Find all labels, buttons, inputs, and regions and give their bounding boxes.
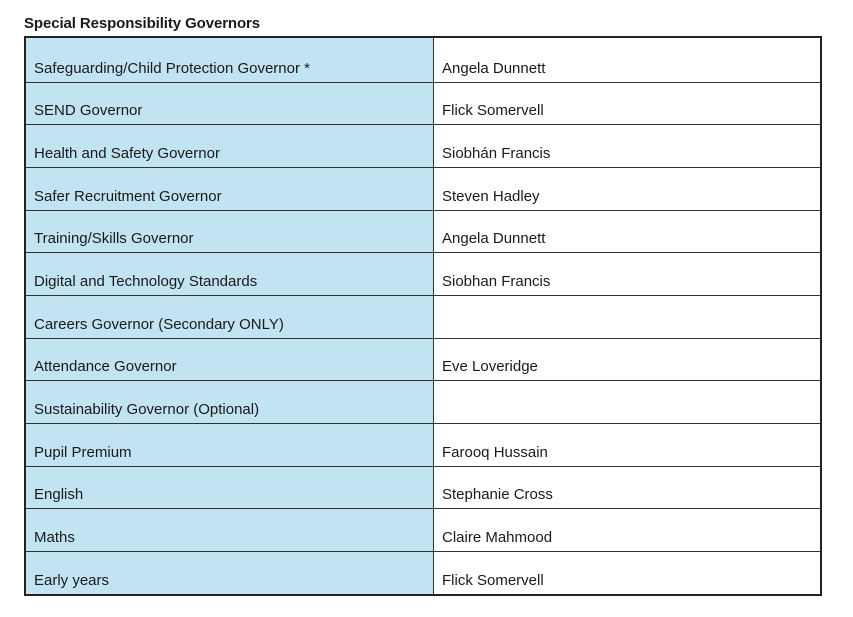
table-row <box>26 423 820 466</box>
table-row <box>26 508 820 551</box>
governor-name-cell: Farooq Hussain <box>434 424 820 466</box>
table-row <box>26 82 820 125</box>
governor-name-cell <box>434 296 820 338</box>
governor-name-cell: Flick Somervell <box>434 552 820 594</box>
role-cell: Careers Governor (Secondary ONLY) <box>26 296 434 338</box>
table-row <box>26 167 820 210</box>
table-row <box>26 466 820 509</box>
role-cell: Pupil Premium <box>26 424 434 466</box>
page-title: Special Responsibility Governors <box>24 15 261 32</box>
role-cell: SEND Governor <box>26 83 434 125</box>
governor-name-cell: Siobhan Francis <box>434 253 820 295</box>
role-cell: Safeguarding/Child Protection Governor * <box>26 38 434 82</box>
role-cell: Training/Skills Governor <box>26 211 434 253</box>
role-cell: Sustainability Governor (Optional) <box>26 381 434 423</box>
role-cell: Attendance Governor <box>26 339 434 381</box>
role-cell: Health and Safety Governor <box>26 125 434 167</box>
governor-name-cell: Stephanie Cross <box>434 467 820 509</box>
table-row <box>26 210 820 253</box>
role-cell: Early years <box>26 552 434 594</box>
table-row <box>26 295 820 338</box>
role-cell: Safer Recruitment Governor <box>26 168 434 210</box>
governor-name-cell: Flick Somervell <box>434 83 820 125</box>
governor-name-cell: Angela Dunnett <box>434 211 820 253</box>
table-row <box>26 38 820 82</box>
table-row <box>26 380 820 423</box>
governor-name-cell: Claire Mahmood <box>434 509 820 551</box>
governor-name-cell: Eve Loveridge <box>434 339 820 381</box>
table-row <box>26 551 820 594</box>
role-cell: Maths <box>26 509 434 551</box>
table-row <box>26 338 820 381</box>
table-row <box>26 124 820 167</box>
role-cell: Digital and Technology Standards <box>26 253 434 295</box>
table-row <box>26 252 820 295</box>
role-cell: English <box>26 467 434 509</box>
governors-table <box>24 36 822 596</box>
governor-name-cell <box>434 381 820 423</box>
governor-name-cell: Angela Dunnett <box>434 38 820 82</box>
governor-name-cell: Siobhán Francis <box>434 125 820 167</box>
governor-name-cell: Steven Hadley <box>434 168 820 210</box>
